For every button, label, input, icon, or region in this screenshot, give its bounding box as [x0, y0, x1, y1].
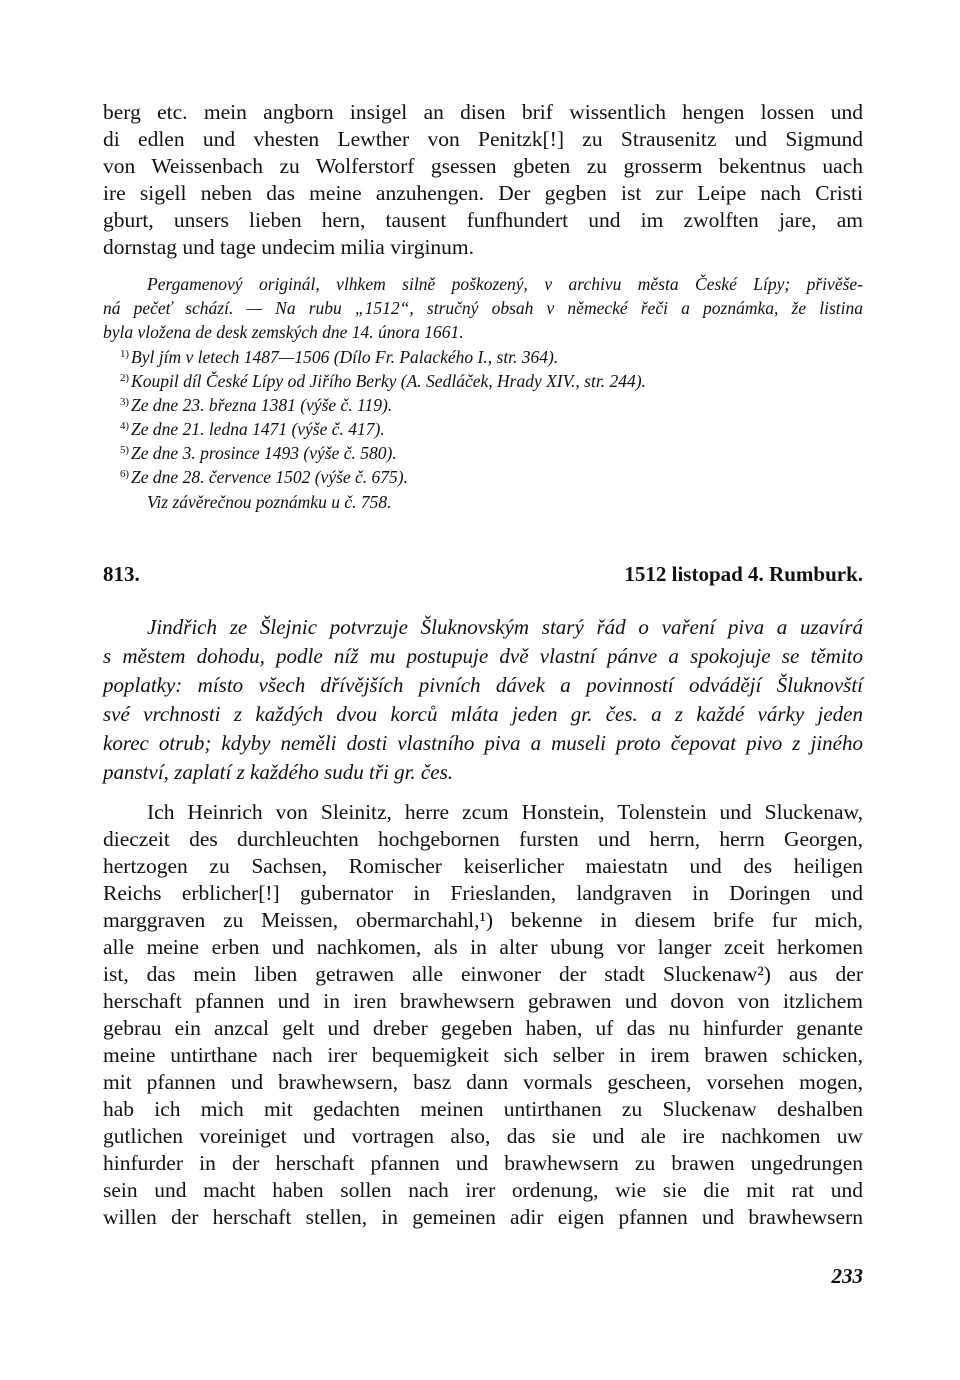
- closing-note: Viz závěrečnou poznámku u č. 758.: [147, 492, 392, 512]
- abstract-line: své vrchnosti z každých dvou korců mláta jeden gr. čes. a z každé várky jeden: [103, 702, 863, 726]
- body-line: dieczeit des durchleuchten hochgebornen fursten und herrn, herrn Georgen,: [103, 827, 863, 851]
- body-line: hab ich mich mit gedachten meinen untirthanen zu Sluckenaw deshalben: [103, 1097, 863, 1121]
- text-line: gburt, unsers lieben hern, tausent funfhundert und im zwolften jare, am: [103, 208, 863, 232]
- charter-text: [103, 800, 863, 1240]
- footnote: $^{5)}$ Ze dne 3. prosince 1493 (výše č. 580).: [120, 443, 397, 463]
- footnote: $^{3)}$ Ze dne 23. března 1381 (výše č. 119).: [120, 395, 393, 415]
- body-line: Reichs erblicher[!] gubernator in Frieslanden, landgraven in Doringen und: [103, 881, 863, 905]
- abstract-line: poplatky: místo všech dřívějších pivních dávek a povinností odvádějí Šluknovští: [103, 673, 863, 697]
- text-line: von Weissenbach zu Wolferstorf gsessen gbeten zu grosserm bekentnus uach: [103, 154, 863, 178]
- body-line: hertzogen zu Sachsen, Romischer keiserlicher maiestatn und des heiligen: [103, 854, 863, 878]
- body-line: gutlichen voreiniget und vortragen also, das sie und ale ire nachkomen uw: [103, 1124, 863, 1148]
- entry-number: 813.: [103, 562, 140, 586]
- text-line: dornstag und tage undecim milia virginum.: [103, 235, 475, 259]
- body-line: hinfurder in der herschaft pfannen und brawhewsern zu brawen ungedrungen: [103, 1151, 863, 1175]
- entry-date-place: 1512 listopad 4. Rumburk.: [624, 562, 863, 586]
- entry-abstract: [103, 615, 863, 785]
- body-line: willen der herschaft stellen, in gemeinen adir eigen pfannen und brawhewsern: [103, 1205, 863, 1229]
- page-number: 233: [831, 1264, 863, 1288]
- text-line: berg etc. mein angborn insigel an disen brif wissentlich hengen lossen und: [103, 100, 863, 124]
- footnote: $^{6)}$ Ze dne 28. července 1502 (výše č. 675).: [120, 467, 409, 487]
- body-line: gebrau ein anzcal gelt und dreber gegeben haben, uf das nu hinfurder genante: [103, 1016, 863, 1040]
- archival-note: [103, 274, 863, 514]
- note-line: ná pečeť schází. — Na rubu „1512“, stručný obsah v německé řeči a poznámka, že listina: [103, 298, 863, 318]
- note-line: byla vložena de desk zemských dne 14. února 1661.: [103, 322, 464, 342]
- entry-heading: [103, 562, 863, 592]
- abstract-line: s městem dohodu, podle níž mu postupuje dvě vlastní pánve a spokojuje se těmito: [103, 644, 863, 668]
- body-line: meine untirthane nach irer bequemigkeit sich selber in irem brawen schicken,: [103, 1043, 863, 1067]
- abstract-line: korec otrub; kdyby neměli dosti vlastního piva a museli proto čepovat pivo z jiného: [103, 731, 863, 755]
- body-line: alle meine erben und nachkomen, als in alter ubung vor langer zceit herkomen: [103, 935, 863, 959]
- body-line: sein und macht haben sollen nach irer ordenung, wie sie die mit rat und: [103, 1178, 863, 1202]
- footnote: $^{4)}$ Ze dne 21. ledna 1471 (výše č. 417).: [120, 419, 385, 439]
- abstract-line: panství, zaplatí z každého sudu tři gr. čes.: [103, 760, 453, 784]
- body-line: mit pfannen und brawhewsern, basz dann vormals gescheen, vorsehen mogen,: [103, 1070, 863, 1094]
- body-line: Ich Heinrich von Sleinitz, herre zcum Honstein, Tolenstein und Sluckenaw,: [147, 800, 863, 824]
- note-line: Pergamenový originál, vlhkem silně poškozený, v archivu města České Lípy; přivěše-: [147, 274, 863, 294]
- text-line: di edlen und vhesten Lewther von Penitzk[!] zu Strausenitz und Sigmund: [103, 127, 863, 151]
- body-line: herschaft pfannen und in iren brawhewsern gebrawen und dovon von itzlichem: [103, 989, 863, 1013]
- footnote: $^{1)}$ Byl jím v letech 1487—1506 (Dílo Fr. Palackého I., str. 364).: [120, 347, 559, 367]
- continued-paragraph: [103, 100, 863, 270]
- abstract-line: Jindřich ze Šlejnic potvrzuje Šluknovským starý řád o vaření piva a uzavírá: [147, 615, 863, 639]
- footnote: $^{2)}$ Koupil díl České Lípy od Jiřího Berky (A. Sedláček, Hrady XIV., str. 244).: [120, 371, 646, 391]
- text-line: ire sigell neben das meine anzuhengen. Der gegben ist zur Leipe nach Cristi: [103, 181, 863, 205]
- body-line: ist, das mein liben getrawen alle einwoner der stadt Sluckenaw²) aus der: [103, 962, 863, 986]
- body-line: marggraven zu Meissen, obermarchahl,¹) bekenne in diesem brife fur mich,: [103, 908, 863, 932]
